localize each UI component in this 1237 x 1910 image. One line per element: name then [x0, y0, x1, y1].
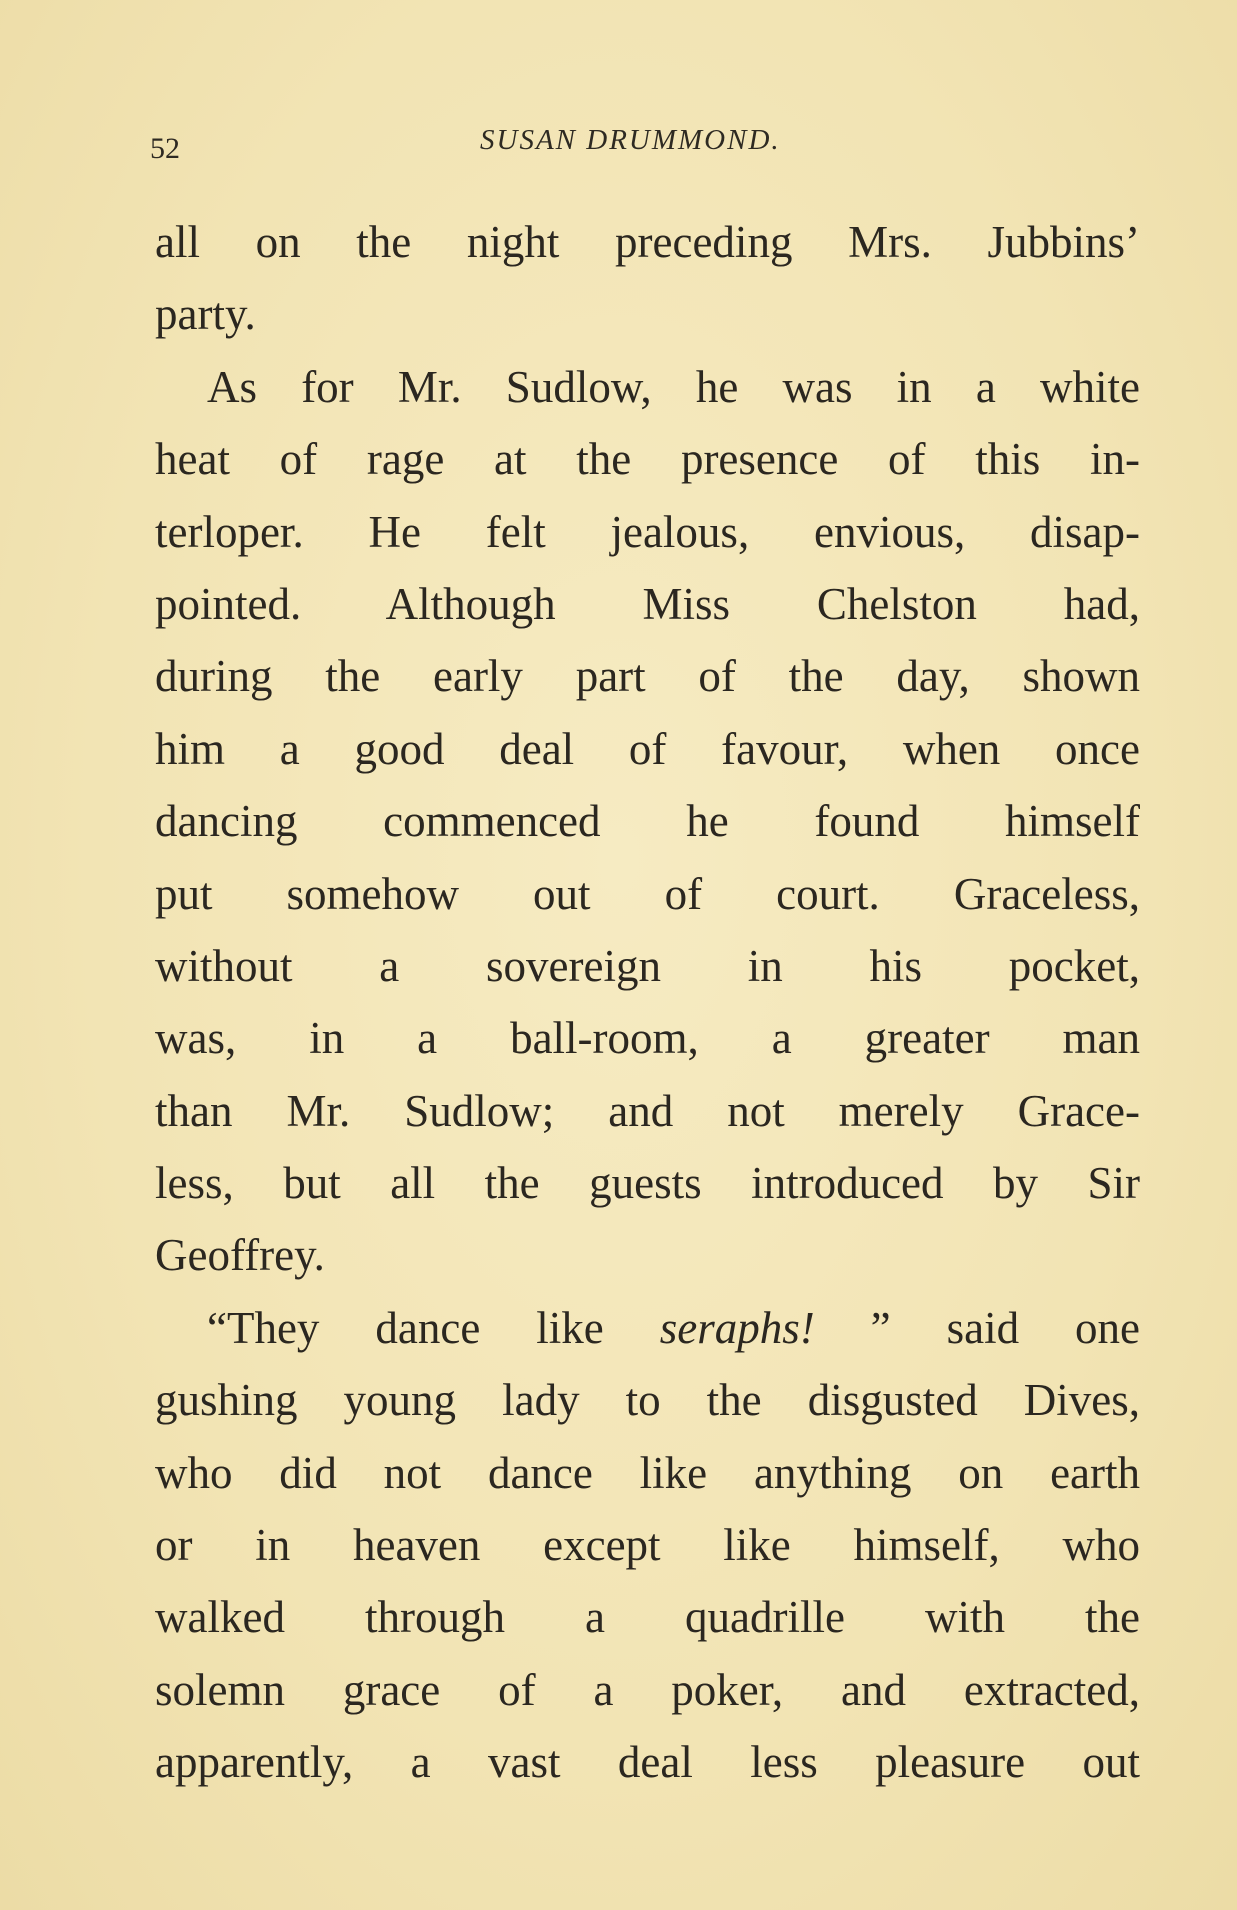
text-line: solemn grace of a poker, and extracted,: [155, 1664, 1140, 1715]
quote-start: “They dance like: [207, 1302, 604, 1353]
text-line: apparently, a vast deal less pleasure out: [155, 1737, 1140, 1788]
text-line: As for Mr. Sudlow, he was in a white: [207, 361, 1140, 412]
text-line: gushing young lady to the disgusted Dives,: [155, 1375, 1140, 1426]
italic-word: seraphs!: [659, 1302, 815, 1353]
text-line: all on the night preceding Mrs. Jubbins’: [155, 217, 1140, 267]
text-line: less, but all the guests introduced by Sir: [155, 1158, 1140, 1209]
text-line: walked through a quadrille with the: [155, 1592, 1140, 1643]
text-line: dancing commenced he found himself: [155, 796, 1140, 847]
text-line: without a sovereign in his pocket,: [155, 940, 1140, 991]
quote-end: ” said one: [870, 1302, 1140, 1353]
text-line: Geoffrey.: [155, 1230, 325, 1281]
text-line: than Mr. Sudlow; and not merely Grace-: [155, 1085, 1140, 1136]
text-line: party.: [155, 289, 256, 340]
body-text: [155, 206, 1140, 1799]
text-line: or in heaven except like himself, who: [155, 1520, 1140, 1571]
page-number: 52: [150, 132, 180, 165]
page-header: [150, 118, 1140, 178]
text-line-with-italic: [155, 1292, 1140, 1364]
text-line: heat of rage at the presence of this in-: [155, 434, 1140, 485]
text-line: during the early part of the day, shown: [155, 651, 1140, 702]
text-line: was, in a ball-room, a greater man: [155, 1013, 1140, 1064]
text-line: terloper. He felt jealous, envious, disap-: [155, 506, 1140, 557]
text-line: who did not dance like anything on earth: [155, 1447, 1140, 1498]
text-line: him a good deal of favour, when once: [155, 723, 1140, 774]
text-line: put somehow out of court. Graceless,: [155, 868, 1140, 919]
running-head: SUSAN DRUMMOND.: [480, 124, 781, 156]
text-line: pointed. Although Miss Chelston had,: [155, 578, 1140, 629]
